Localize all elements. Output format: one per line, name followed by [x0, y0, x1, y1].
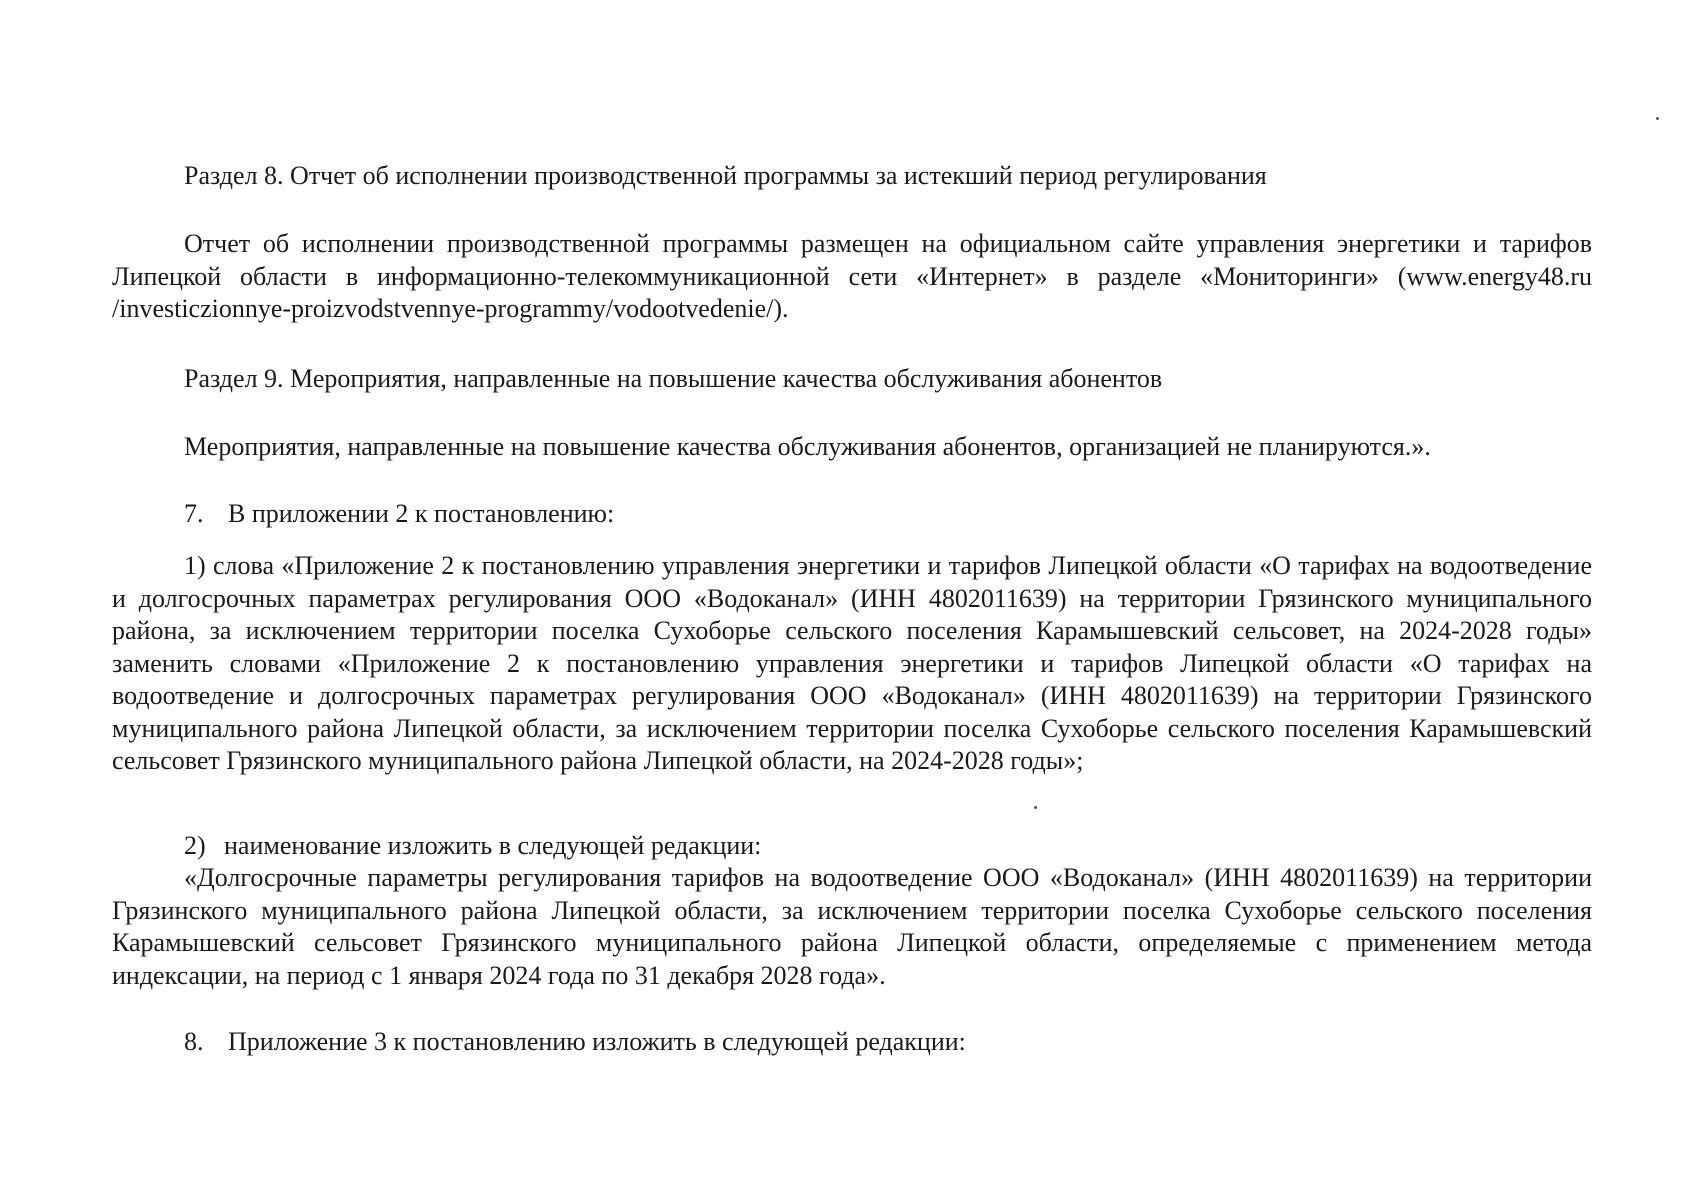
item-8-number: 8. — [184, 1027, 204, 1056]
section-9-heading: Раздел 9. Мероприятия, направленные на повышение качества обслуживания абонентов — [184, 364, 1163, 393]
section-9-body: Мероприятия, направленные на повышение качества обслуживания абонентов, организацией не планируются.». — [184, 432, 1431, 461]
item-7-subitem-2-quote: «Долгосрочные параметры регулирования тарифов на водоотведение ООО «Водоканал» (ИНН 4802011639) на территории Грязинского муниципального района Липецкой области, за исключением территории поселка Сухоборье сельского поселения Карамышевский сельсовет Грязинского муниципального района Липецкой области, определяемые с применением метода индексации, на период с 1 января 2024 года по 31 декабря 2028 года». — [112, 863, 1592, 990]
scan-speck — [1034, 806, 1037, 809]
section-8-body: Отчет об исполнении производственной программы размещен на официальном сайте управления энергетики и тарифов Липецкой области в информационно-телекоммуникационной сети «Интернет» в разделе «Мониторинги» (www.energy48.ru /investiczionnye-proizvodstvennye-programmy/vodootvedenie/). — [112, 229, 1592, 323]
scan-speck — [1656, 117, 1659, 120]
item-7-subitem-2-number: 2) — [184, 831, 206, 860]
item-7 — [184, 498, 614, 531]
item-7-subitem-2 — [184, 830, 761, 863]
item-7-number: 7. — [184, 499, 204, 528]
item-7-subitem-2-text: наименование изложить в следующей редакции: — [224, 831, 762, 860]
section-8-heading: Раздел 8. Отчет об исполнении производственной программы за истекший период регулирования — [184, 161, 1267, 190]
item-7-text: В приложении 2 к постановлению: — [228, 499, 615, 528]
item-7-subitem-1: 1) слова «Приложение 2 к постановлению управления энергетики и тарифов Липецкой области «О тарифах на водоотведение и долгосрочных параметрах регулирования ООО «Водоканал» (ИНН 4802011639) на территории Грязинского муниципального района, за исключением территории поселка Сухоборье сельского поселения Карамышевский сельсовет, на 2024-2028 годы» заменить словами «Приложение 2 к постановлению управления энергетики и тарифов Липецкой области «О тарифах на водоотведение и долгосрочных параметрах регулирования ООО «Водоканал» (ИНН 4802011639) на территории Грязинского муниципального района Липецкой области, за исключением территории поселка Сухоборье сельского поселения Карамышевский сельсовет Грязинского муниципального района Липецкой области, на 2024-2028 годы»; — [112, 551, 1592, 775]
item-8-text: Приложение 3 к постановлению изложить в следующей редакции: — [228, 1027, 966, 1056]
item-8 — [184, 1026, 966, 1059]
